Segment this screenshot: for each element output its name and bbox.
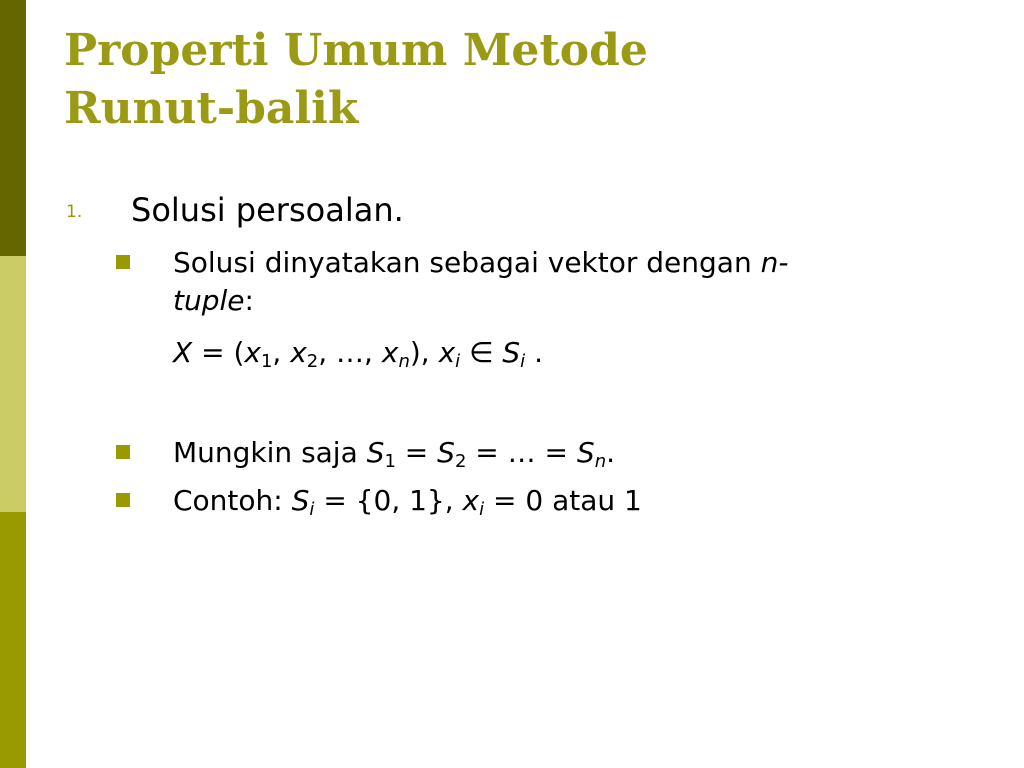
- formula-part: = (: [192, 336, 245, 369]
- bullet-text-part: =: [395, 436, 438, 469]
- slide-title: [64, 22, 964, 138]
- bullet-subscript-italic: n: [594, 451, 607, 472]
- left-band-bottom: [0, 512, 26, 768]
- square-bullet-icon: [116, 493, 130, 507]
- title-line-2: Runut-balik: [64, 83, 359, 134]
- bullet-subscript: 1: [384, 451, 396, 472]
- bullet-text-italic: S: [366, 436, 385, 469]
- formula-subscript: 1: [260, 351, 273, 372]
- bullet-text-italic: x: [462, 484, 480, 517]
- title-line-1: Properti Umum Metode: [64, 25, 648, 76]
- formula-symbol: x: [290, 336, 307, 369]
- bullet-text: [173, 434, 953, 472]
- left-band-middle: [0, 256, 26, 512]
- formula-symbol: x: [381, 336, 399, 369]
- formula-symbol: x: [438, 336, 456, 369]
- formula-subscript-italic: n: [398, 351, 410, 372]
- bullet-text-part: :: [244, 284, 254, 317]
- numbered-item-marker: 1.: [66, 202, 83, 222]
- bullet-text-part: Contoh:: [173, 484, 292, 517]
- bullet-subscript-italic: i: [479, 499, 485, 520]
- bullet-text-italic: S: [437, 436, 455, 469]
- bullet-subscript: 2: [454, 451, 467, 472]
- bullet-text-italic: n-: [760, 246, 789, 279]
- square-bullet-icon: [116, 445, 130, 459]
- bullet-text: [173, 244, 953, 320]
- bullet-text-italic: S: [576, 436, 595, 469]
- square-bullet-icon: [116, 255, 130, 269]
- formula-symbol: X: [173, 336, 193, 369]
- formula-symbol: S: [502, 336, 521, 369]
- bullet-text-italic: tuple: [173, 284, 245, 317]
- formula-part: ),: [409, 336, 439, 369]
- bullet-text-part: .: [606, 436, 616, 469]
- bullet-subscript: [595, 451, 606, 472]
- formula-element-of: ∈: [460, 336, 503, 369]
- bullet-text-italic: S: [291, 484, 310, 517]
- bullet-text-part: Mungkin saja: [173, 436, 367, 469]
- left-band-top: [0, 0, 26, 256]
- tuple-formula: [173, 334, 543, 372]
- formula-subscript-italic: i: [455, 351, 461, 372]
- formula-symbol: x: [244, 336, 261, 369]
- formula-part: .: [525, 336, 543, 369]
- bullet-text-part: = 0 atau 1: [484, 484, 642, 517]
- bullet-text-part: = {0, 1},: [314, 484, 463, 517]
- numbered-item-text: Solusi persoalan.: [131, 191, 404, 229]
- bullet-text-part: = … =: [466, 436, 577, 469]
- formula-part: , …,: [318, 336, 382, 369]
- formula-subscript-italic: i: [520, 351, 526, 372]
- bullet-text: [173, 482, 953, 520]
- bullet-subscript-italic: i: [309, 499, 315, 520]
- formula-part: ,: [272, 336, 291, 369]
- formula-subscript: 2: [306, 351, 319, 372]
- formula-subscript: [398, 351, 409, 372]
- bullet-text-part: Solusi dinyatakan sebagai vektor dengan: [173, 246, 761, 279]
